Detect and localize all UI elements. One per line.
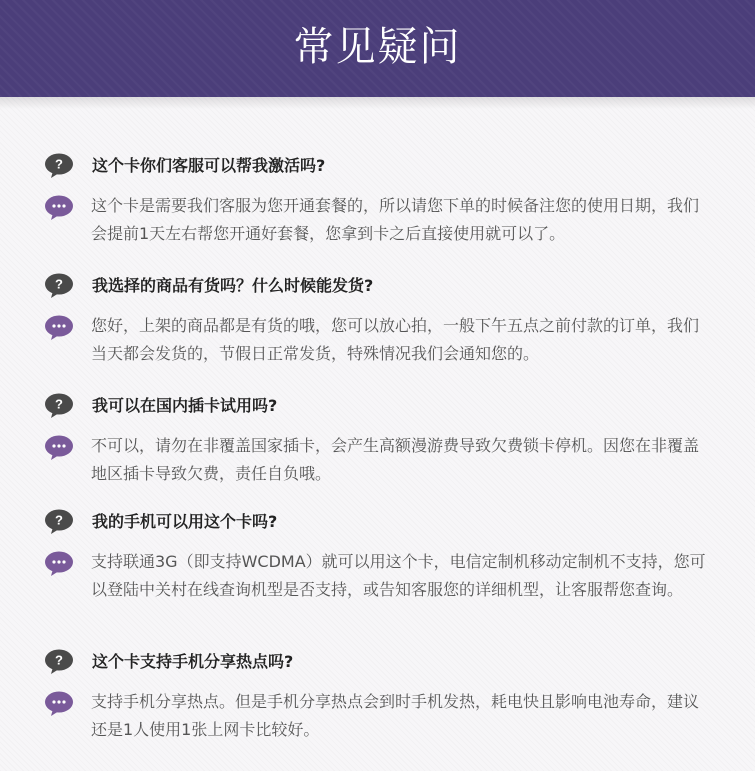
faq-question-row [0,648,755,676]
faq-answer: 这个卡是需要我们客服为您开通套餐的，所以请您下单的时候备注您的使用日期，我们会提前1天左右帮您开通好套餐，您拿到卡之后直接使用就可以了。 [91,196,700,243]
faq-question: 这个卡支持手机分享热点吗? [92,652,294,671]
faq-answer: 支持联通3G（即支持WCDMA）就可以用这个卡，电信定制机移动定制机不支持，您可以登陆中关村在线查询机型是否支持，或告知客服您的详细机型，让客服帮您查询。 [91,552,706,599]
ellipsis-bubble-icon [45,435,73,461]
header-shadow [0,97,755,109]
svg-text:?: ? [55,156,63,172]
svg-text:?: ? [55,652,63,668]
question-bubble-icon [45,393,73,419]
faq-question: 我选择的商品有货吗？什么时候能发货? [92,276,374,295]
question-bubble-icon [45,509,73,535]
faq-question-row [0,152,755,180]
svg-text:?: ? [55,512,63,528]
page-header [0,0,755,97]
faq-answer: 支持手机分享热点。但是手机分享热点会到时手机发热，耗电快且影响电池寿命，建议还是1人使用1张上网卡比较好。 [91,692,700,739]
ellipsis-bubble-icon [45,551,73,577]
question-bubble-icon [45,153,73,179]
faq-answer: 您好，上架的商品都是有货的哦，您可以放心拍，一般下午五点之前付款的订单，我们当天都会发货的，节假日正常发货，特殊情况我们会通知您的。 [91,316,700,363]
ellipsis-bubble-icon [45,195,73,221]
svg-text:?: ? [55,276,63,292]
faq-question: 这个卡你们客服可以帮我激活吗? [92,156,326,175]
svg-text:?: ? [55,396,63,412]
ellipsis-bubble-icon [45,315,73,341]
faq-question-row [0,392,755,420]
faq-question-row [0,508,755,536]
faq-question: 我可以在国内插卡试用吗? [92,396,278,415]
question-bubble-icon [45,273,73,299]
ellipsis-bubble-icon [45,691,73,717]
page-title: 常见疑问 [293,23,462,70]
faq-answer: 不可以，请勿在非覆盖国家插卡，会产生高额漫游费导致欠费锁卡停机。因您在非覆盖地区插卡导致欠费，责任自负哦。 [91,436,700,483]
faq-question: 我的手机可以用这个卡吗? [92,512,278,531]
faq-question-row [0,272,755,300]
question-bubble-icon [45,649,73,675]
